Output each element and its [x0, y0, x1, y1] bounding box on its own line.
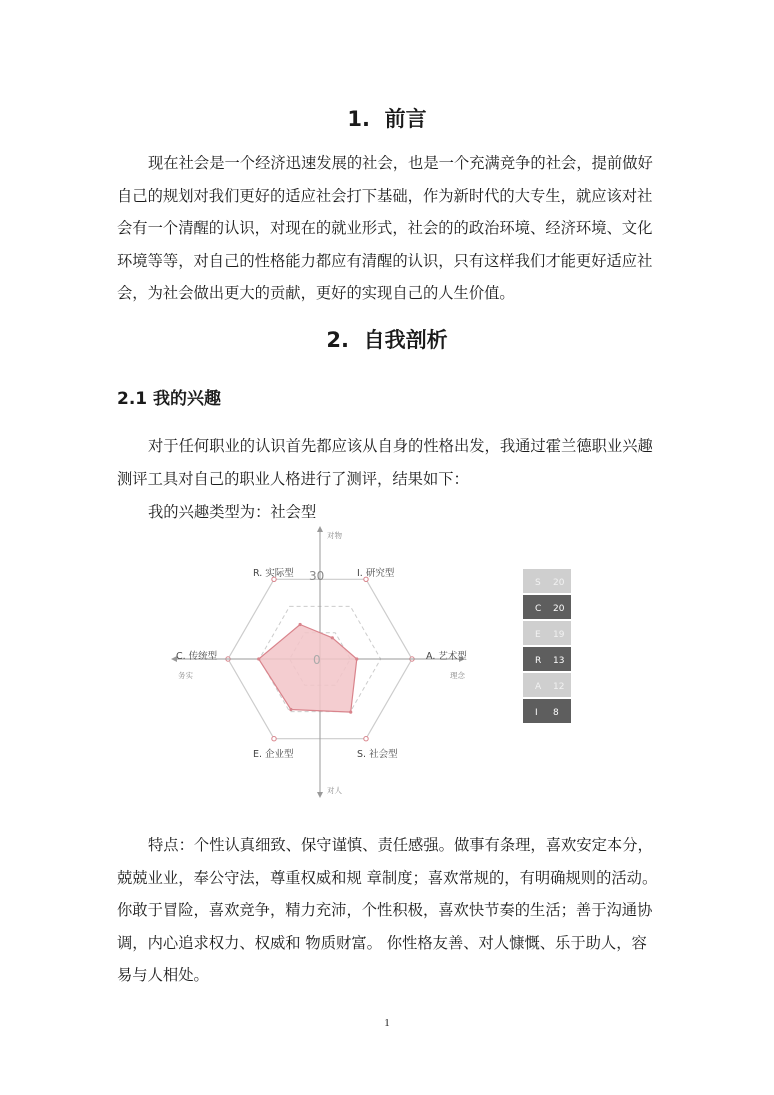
section-2-title: 自我剖析	[363, 328, 448, 352]
axis-left-label: 务实	[178, 671, 193, 680]
subsection-2-1-title: 我的兴趣	[153, 389, 222, 409]
score-value-label: 20	[553, 578, 565, 588]
page-number: 1	[384, 1017, 390, 1029]
holland-radar-chart	[160, 525, 500, 800]
axis-right-label: 理念	[450, 671, 465, 680]
score-row-S	[523, 569, 571, 593]
score-value-label: 8	[553, 708, 559, 718]
radar-label-R: R. 实际型	[253, 568, 294, 579]
radar-label-I: I. 研究型	[357, 568, 395, 579]
interest-text: 对于任何职业的认识首先都应该从自身的性格出发，我通过霍兰德职业兴趣测评工具对自己的职业人格进行了测评，结果如下：	[117, 437, 653, 488]
radar-point-A	[355, 657, 358, 660]
score-row-E	[523, 621, 571, 645]
axis-top-label: 对物	[327, 531, 342, 540]
radar-data-area	[259, 625, 357, 713]
score-value-label: 13	[553, 656, 565, 666]
subsection-2-1-heading	[117, 384, 221, 409]
radar-axis-end-dot	[272, 737, 276, 741]
radar-label-A: A. 艺术型	[426, 651, 467, 662]
section-1-title: 前言	[384, 107, 427, 131]
score-row-A	[523, 673, 571, 697]
radar-zero-label: 0	[313, 653, 321, 667]
section-2-number: 2.	[326, 328, 349, 352]
score-type-label: E	[535, 630, 541, 640]
score-type-label: C	[535, 604, 542, 614]
interest-type-line: 我的兴趣类型为：社会型	[148, 503, 317, 521]
intro-paragraph	[117, 147, 661, 310]
score-row-bg	[523, 699, 571, 723]
radar-max-label: 30	[309, 569, 325, 583]
score-value-label: 20	[553, 604, 565, 614]
section-2-heading	[0, 324, 774, 354]
score-type-label: A	[535, 682, 542, 692]
score-table	[523, 569, 573, 727]
radar-point-S	[349, 711, 352, 714]
radar-point-I	[331, 636, 334, 639]
traits-text: 特点：个性认真细致、保守谨慎、责任感强。做事有条理，喜欢安定本分，兢兢业业，奉公守法，尊重权威和规 章制度；喜欢常规的，有明确规则的活动。你敢于冒险，喜欢竞争，精力充沛，个性积极，喜欢快节奏的生活；善于沟通协调，内心追求权力、权威和 物质财富。 你性格友善、对人慷慨、乐于助人，容易与人相处。	[117, 836, 658, 985]
radar-axis-end-dot	[364, 737, 368, 741]
radar-label-S: S. 社会型	[357, 749, 398, 760]
score-row-R	[523, 647, 571, 671]
axis-bottom-label: 对人	[327, 786, 342, 795]
radar-point-E	[289, 708, 292, 711]
interest-paragraph	[117, 430, 661, 495]
score-type-label: R	[535, 656, 542, 666]
score-value-label: 19	[553, 630, 565, 640]
section-1-heading	[0, 103, 774, 133]
score-row-I	[523, 699, 571, 723]
radar-point-R	[299, 623, 302, 626]
radar-label-E: E. 企业型	[253, 749, 294, 760]
traits-paragraph	[117, 829, 661, 992]
score-row-C	[523, 595, 571, 619]
radar-label-C: C. 传统型	[176, 651, 218, 662]
section-1-number: 1.	[347, 107, 370, 131]
intro-text: 现在社会是一个经济迅速发展的社会，也是一个充满竞争的社会，提前做好自己的规划对我们更好的适应社会打下基础，作为新时代的大专生，就应该对社会有一个清醒的认识，对现在的就业形式，社会的的政治环境、经济环境、文化环境等等，对自己的性格能力都应有清醒的认识，只有这样我们才能更好适应社会，为社会做出更大的贡献，更好的实现自己的人生价值。	[117, 154, 653, 303]
score-value-label: 12	[553, 682, 565, 692]
score-type-label: I	[535, 708, 538, 718]
radar-point-C	[257, 657, 260, 660]
subsection-2-1-number: 2.1	[117, 389, 148, 409]
score-type-label: S	[535, 578, 541, 588]
